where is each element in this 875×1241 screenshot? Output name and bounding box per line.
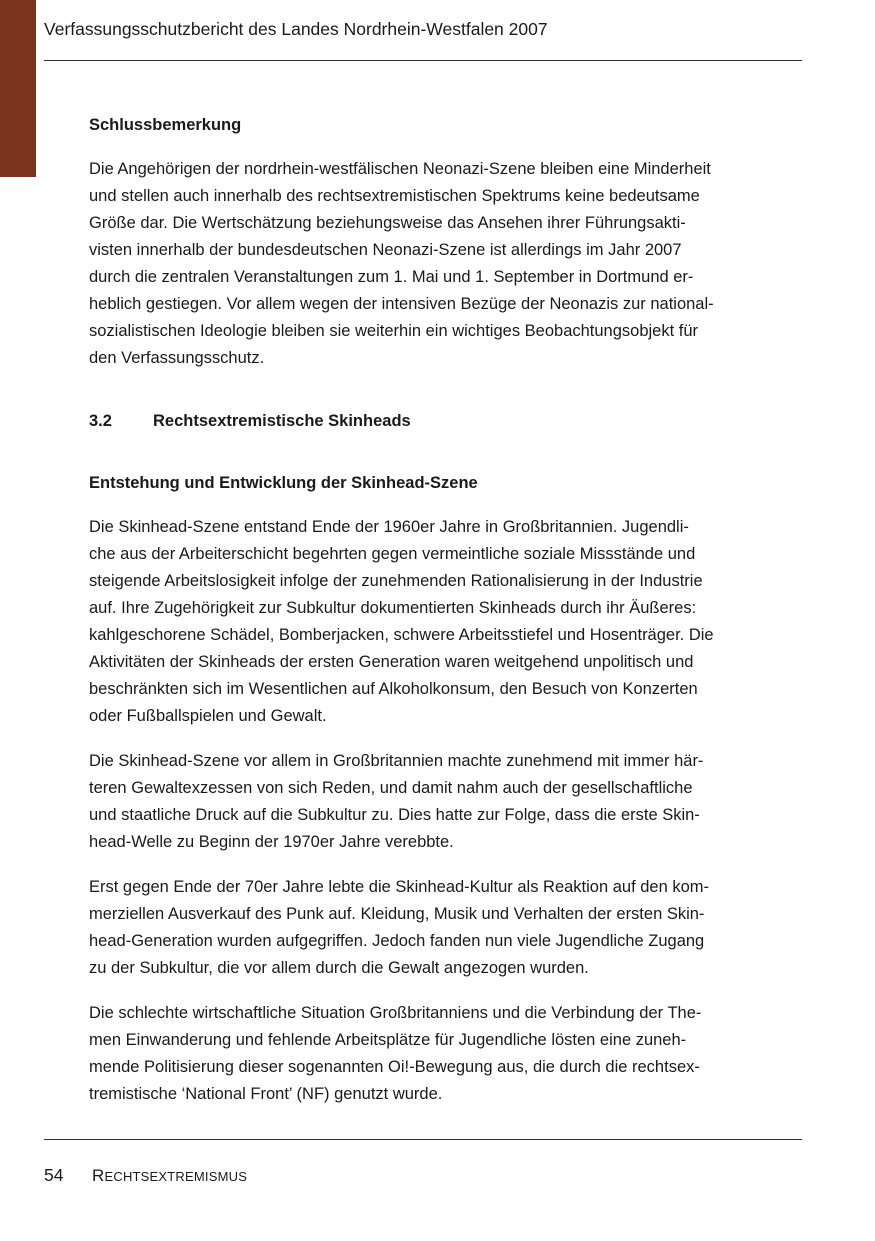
paragraph: [89, 874, 801, 982]
text-line: men Einwanderung und fehlende Arbeitsplätze für Jugendliche lösten eine zuneh-: [89, 1031, 687, 1049]
section-number: 3.2: [89, 412, 112, 430]
text-line: Die Skinhead-Szene vor allem in Großbritannien machte zunehmend mit immer här-: [89, 752, 704, 770]
text-line: oder Fußballspielen und Gewalt.: [89, 707, 327, 725]
text-line: sozialistischen Ideologie bleiben sie weiterhin ein wichtiges Beobachtungsobjekt für: [89, 322, 699, 340]
page-body: [89, 112, 801, 1108]
subheading: Entstehung und Entwicklung der Skinhead-Szene: [89, 474, 478, 492]
text-line: mende Politisierung dieser sogenannten Oi!-Bewegung aus, die durch die rechtsex-: [89, 1058, 700, 1076]
paragraph: [89, 748, 801, 856]
text-line: head-Welle zu Beginn der 1970er Jahre verebbte.: [89, 833, 454, 851]
page-number: 54: [44, 1165, 64, 1185]
text-line: beschränkten sich im Wesentlichen auf Alkoholkonsum, den Besuch von Konzerten: [89, 680, 698, 698]
footer-section-title: [92, 1166, 247, 1187]
text-line: durch die zentralen Veranstaltungen zum 1. Mai und 1. September in Dortmund er-: [89, 268, 694, 286]
text-line: kahlgeschorene Schädel, Bomberjacken, schwere Arbeitsstiefel und Hosenträger. Die: [89, 626, 714, 644]
text-line: zu der Subkultur, die vor allem durch die Gewalt angezogen wurden.: [89, 959, 589, 977]
text-line: und stellen auch innerhalb des rechtsextremistischen Spektrums keine bedeutsame: [89, 187, 700, 205]
text-line: Die Angehörigen der nordrhein-westfälischen Neonazi-Szene bleiben eine Minderheit: [89, 160, 711, 178]
paragraph: [89, 514, 801, 730]
text-line: teren Gewaltexzessen von sich Reden, und damit nahm auch der gesellschaftliche: [89, 779, 693, 797]
text-line: Die schlechte wirtschaftliche Situation Großbritanniens und die Verbindung der The-: [89, 1004, 702, 1022]
chapter-side-tab: [0, 0, 36, 177]
text-line: Erst gegen Ende der 70er Jahre lebte die Skinhead-Kultur als Reaktion auf den kom-: [89, 878, 710, 896]
text-line: Aktivitäten der Skinheads der ersten Generation waren weitgehend unpolitisch und: [89, 653, 694, 671]
text-line: heblich gestiegen. Vor allem wegen der intensiven Bezüge der Neonazis zur national-: [89, 295, 714, 313]
paragraph: [89, 1000, 801, 1108]
footer-section-rest: ECHTSEXTREMISMUS: [104, 1169, 248, 1184]
text-line: den Verfassungsschutz.: [89, 349, 265, 367]
text-line: auf. Ihre Zugehörigkeit zur Subkultur dokumentierten Skinheads durch ihr Äußeres:: [89, 599, 697, 617]
running-header: Verfassungsschutzbericht des Landes Nordrhein-Westfalen 2007: [44, 19, 548, 39]
closing-paragraph: [89, 156, 801, 372]
text-line: Größe dar. Die Wertschätzung beziehungsweise das Ansehen ihrer Führungsakti-: [89, 214, 686, 232]
text-line: steigende Arbeitslosigkeit infolge der zunehmenden Rationalisierung in der Industrie: [89, 572, 703, 590]
text-line: tremistische ‘National Front’ (NF) genutzt wurde.: [89, 1085, 443, 1103]
text-line: merziellen Ausverkauf des Punk auf. Kleidung, Musik und Verhalten der ersten Skin-: [89, 905, 705, 923]
section-title: Rechtsextremistische Skinheads: [153, 412, 411, 430]
text-line: Die Skinhead-Szene entstand Ende der 1960er Jahre in Großbritannien. Jugendli-: [89, 518, 689, 536]
text-line: head-Generation wurden aufgegriffen. Jedoch fanden nun viele Jugendliche Zugang: [89, 932, 705, 950]
footer-section-initial: R: [92, 1166, 105, 1185]
footer-rule: [44, 1139, 802, 1140]
header-rule: [44, 60, 802, 61]
text-line: visten innerhalb der bundesdeutschen Neonazi-Szene ist allerdings im Jahr 2007: [89, 241, 682, 259]
closing-heading: Schlussbemerkung: [89, 116, 242, 134]
text-line: und staatliche Druck auf die Subkultur zu. Dies hatte zur Folge, dass die erste Skin-: [89, 806, 700, 824]
section-heading: [89, 408, 801, 435]
text-line: che aus der Arbeiterschicht begehrten gegen vermeintliche soziale Missstände und: [89, 545, 696, 563]
